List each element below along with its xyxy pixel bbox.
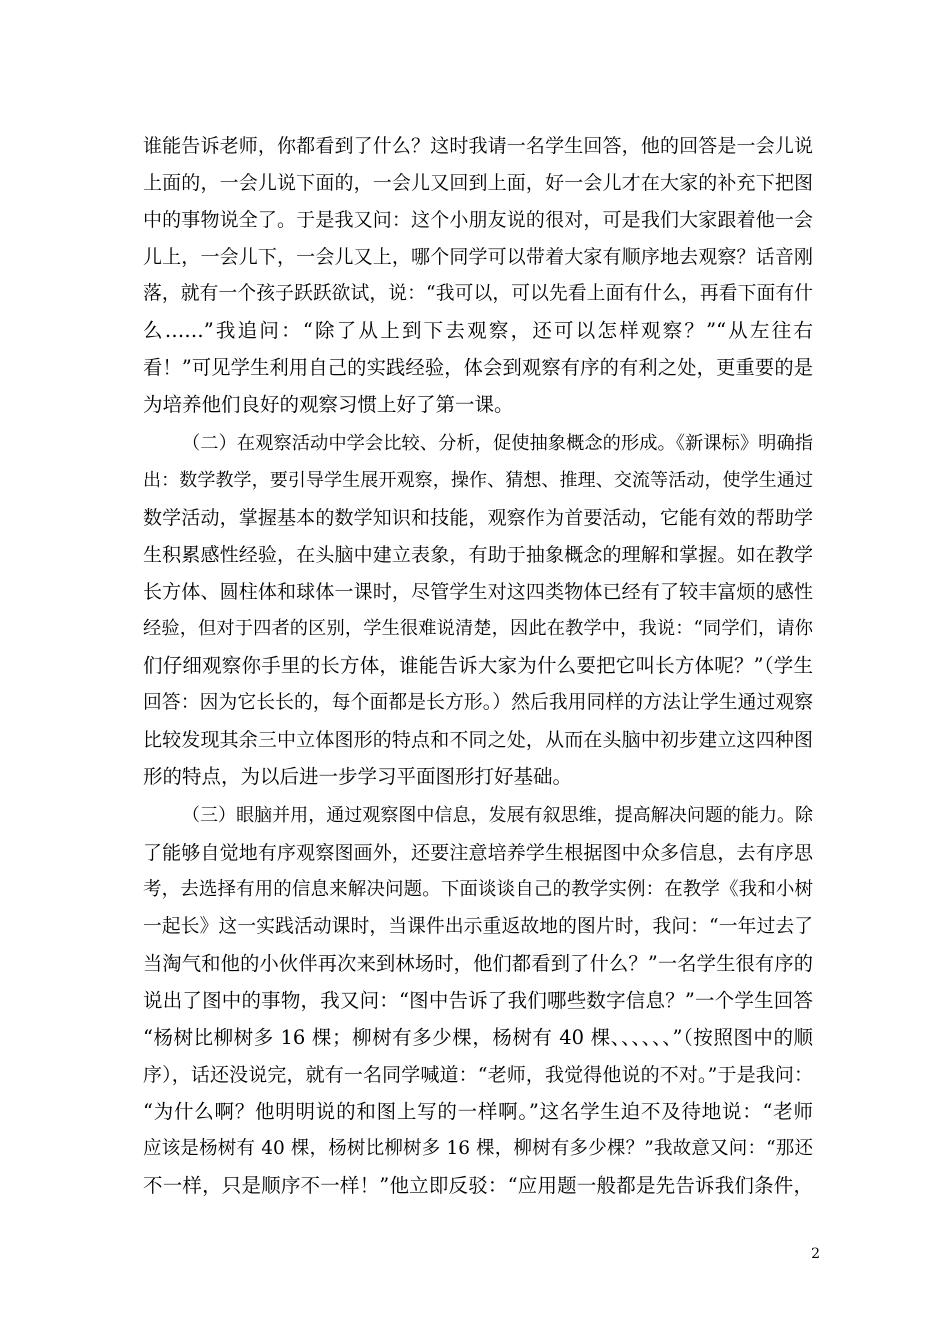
paragraph-line: （二）在观察活动中学会比较、分析，促使抽象概念的形成。《新课标》明确指 bbox=[182, 433, 813, 454]
paragraph-line: 落，就有一个孩子跃跃欲试，说：“我可以，可以先看上面有什么，再看下面有什 bbox=[143, 283, 813, 304]
paragraph-line: 出：数学教学，要引导学生展开观察，操作、猜想、推理、交流等活动，使学生通过 bbox=[143, 470, 813, 491]
paragraph-line: 儿上，一会儿下，一会儿又上，哪个同学可以带着大家有顺序地去观察？话音刚 bbox=[143, 246, 813, 268]
paragraph-line: “为什么啊？他明明说的和图上写的一样啊。”这名学生迫不及待地说：“老师 bbox=[143, 1100, 813, 1123]
paragraph-line: （三）眼脑并用，通过观察图中信息，发展有叙思维，提高解决问题的能力。除 bbox=[182, 805, 813, 826]
paragraph-line: 们仔细观察你手里的长方体，谁能告诉大家为什么要把它叫长方体呢？”（学生 bbox=[143, 654, 813, 677]
paragraph-line: 不一样，只是顺序不一样！”他立即反驳：“应用题一般都是先告诉我们条件， bbox=[143, 1174, 813, 1197]
paragraph-line: 序），话还没说完，就有一名同学喊道：“老师，我觉得他说的不对。”于是我问： bbox=[143, 1064, 813, 1086]
paragraph-line: 上面的，一会儿说下面的，一会儿又回到上面，好一会儿才在大家的补充下把图 bbox=[143, 172, 813, 194]
paragraph-line: 长方体、圆柱体和球体一课时，尽管学生对这四类物体已经有了较丰富烦的感性 bbox=[143, 581, 813, 603]
paragraph-line: 生积累感性经验，在头脑中建立表象，有助于抽象概念的理解和掌握。如在教学 bbox=[143, 544, 813, 566]
paragraph-line: 了能够自觉地有序观察图画外，还要注意培养学生根据图中众多信息，去有序思 bbox=[143, 842, 813, 864]
paragraph-line: 形的特点，为以后进一步学习平面图形打好基础。 bbox=[143, 765, 573, 788]
paragraph-line: 看！”可见学生利用自己的实践经验，体会到观察有序的有利之处，更重要的是 bbox=[143, 356, 813, 379]
paragraph-line: 为培养他们良好的观察习惯上好了第一课。 bbox=[143, 393, 514, 416]
paragraph-line: 考，去选择有用的信息来解决问题。下面谈谈自己的教学实例：在教学《我和小树 bbox=[143, 879, 813, 900]
paragraph-line: 经验，但对于四者的区别，学生很难说清楚，因此在教学中，我说：“同学们，请你 bbox=[143, 618, 813, 639]
paragraph-line: 回答：因为它长长的，每个面都是长方形。）然后我用同样的方法让学生通过观察 bbox=[143, 692, 813, 713]
paragraph-line: “杨树比柳树多 16 棵；柳树有多少棵，杨树有 40 棵、、、、、、”（按照图中的顺 bbox=[143, 1026, 813, 1049]
paragraph-line: 一起长》这一实践活动课时，当课件出示重返故地的图片时，我问：“一年过去了 bbox=[143, 916, 813, 937]
paragraph-line: 数学活动，掌握基本的数学知识和技能，观察作为首要活动，它能有效的帮助学 bbox=[143, 507, 813, 529]
paragraph-line: 中的事物说全了。于是我又问：这个小朋友说的很对，可是我们大家跟着他一会 bbox=[143, 209, 813, 231]
paragraph-line: 应该是杨树有 40 棵，杨树比柳树多 16 棵，柳树有多少棵？”我故意又问：“那还 bbox=[143, 1138, 813, 1159]
paragraph-line: 么……”我追问：“除了从上到下去观察，还可以怎样观察？”“从左往右 bbox=[143, 319, 813, 342]
paragraph-line: 谁能告诉老师，你都看到了什么？这时我请一名学生回答，他的回答是一会儿说 bbox=[143, 135, 813, 157]
paragraph-line: 说出了图中的事物，我又问：“图中告诉了我们哪些数字信息？”一个学生回答 bbox=[143, 989, 813, 1012]
page-number: 2 bbox=[811, 1246, 820, 1262]
paragraph-line: 比较发现其余三中立体图形的特点和不同之处，从而在头脑中初步建立这四种图 bbox=[143, 729, 813, 751]
paragraph-line: 当淘气和他的小伙伴再次来到林场时，他们都看到了什么？”一名学生很有序的 bbox=[143, 952, 813, 975]
